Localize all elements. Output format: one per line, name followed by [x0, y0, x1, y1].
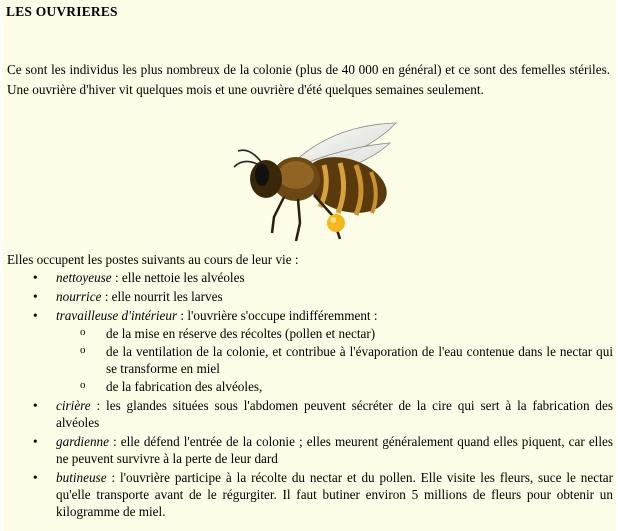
list-item	[2, 307, 616, 395]
role-description: : elle nettoie les alvéoles	[111, 270, 245, 285]
roles-list	[2, 269, 616, 522]
role-description: : elle défend l'entrée de la colonie ; elles meurent généralement quand elles piquent, car elles ne peuvent survivre à la perte de leur dard	[56, 434, 613, 466]
role-name: cirière	[56, 398, 91, 413]
role-name: nourrice	[56, 289, 102, 304]
role-name: travailleuse d'intérieur	[56, 308, 178, 323]
role-description: : l'ouvrière participe à la récolte du nectar et du pollen. Elle visite les fleurs, suce le nectar qu'elle transporte avant de le régurgiter. Il faut butiner environ 5 millions de fleurs pour obtenir un kilogramme de miel.	[56, 470, 613, 519]
page	[2, 0, 616, 531]
sub-list-item: o de la mise en réserve des récoltes (pollen et nectar)	[56, 325, 613, 342]
list-item	[2, 269, 616, 286]
roles-intro: Elles occupent les postes suivants au cours de leur vie :	[7, 252, 299, 267]
list-item	[2, 469, 616, 520]
sub-list	[56, 325, 613, 395]
list-item	[2, 433, 616, 467]
page-title: LES OUVRIERES	[6, 4, 118, 19]
role-name: gardienne	[56, 434, 109, 449]
intro-paragraph: Ce sont les individus les plus nombreux de la colonie (plus de 40 000 en général) et ce sont des femelles stériles. Une ouvrière d'hiver vit quelques mois et une ouvrière d'été quelques semaines seulement.	[7, 62, 610, 97]
role-description: : l'ouvrière s'occupe indifféremment :	[177, 308, 378, 323]
worker-bee-image	[214, 117, 404, 252]
role-description: : les glandes situées sous l'abdomen peuvent sécréter de la cire qui sert à la fabrication des alvéoles	[56, 398, 613, 430]
role-description: : elle nourrit les larves	[101, 289, 223, 304]
role-name: butineuse	[56, 470, 107, 485]
list-item	[2, 288, 616, 305]
sub-list-item: o de la fabrication des alvéoles,	[56, 378, 613, 395]
role-name: nettoyeuse	[56, 270, 112, 285]
sub-list-item: o de la ventilation de la colonie, et contribue à l'évaporation de l'eau contenue dans le nectar qui se transforme en miel	[56, 343, 613, 377]
list-item	[2, 397, 616, 431]
